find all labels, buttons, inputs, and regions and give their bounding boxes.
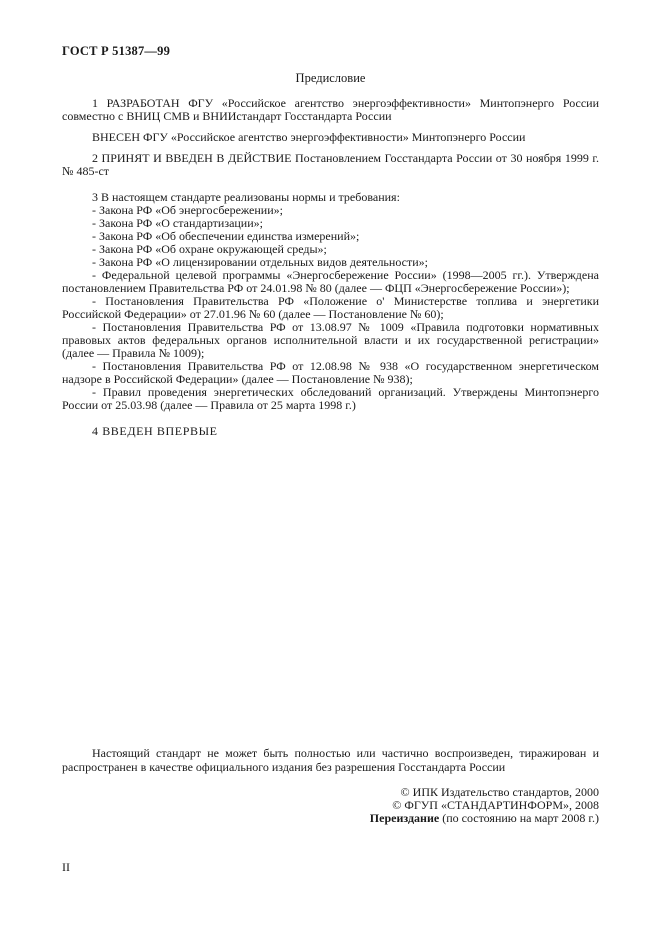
copyright-block xyxy=(370,786,599,825)
preface-item-1-entered: ВНЕСЕН ФГУ «Российское агентство энергоэффективности» Минтопэнерго России xyxy=(92,130,526,144)
list-item: - Закона РФ «Об энергосбережении»; xyxy=(92,203,283,217)
list-item: - Закона РФ «Об обеспечении единства измерений»; xyxy=(92,229,360,243)
page-number: II xyxy=(62,860,70,874)
list-item: - Закона РФ «О лицензировании отдельных видов деятельности»; xyxy=(92,255,428,269)
preface-item-3-intro: 3 В настоящем стандарте реализованы нормы и требования: xyxy=(92,190,400,204)
list-item: - Постановления Правительства РФ от 13.08.97 № 1009 «Правила подготовки нормативных правовых актов федеральных органов исполнительной власти и их государственной регистрации» (далее — Правила № 1009); xyxy=(62,320,599,360)
preface-item-3-list xyxy=(62,204,599,412)
preface-title: Предисловие xyxy=(295,71,366,85)
list-item: - Правил проведения энергетических обследований организаций. Утверждены Минтопэнерго России от 25.03.98 (далее — Правила от 25 марта 1998 г.) xyxy=(62,385,599,412)
preface-item-2: 2 ПРИНЯТ И ВВЕДЕН В ДЕЙСТВИЕ Постановлением Госстандарта России от 30 ноября 1999 г. № 485-ст xyxy=(62,151,599,178)
reissue-note: (по состоянию на март 2008 г.) xyxy=(442,811,599,825)
copyright-line-2: © ФГУП «СТАНДАРТИНФОРМ», 2008 xyxy=(392,798,599,812)
notice-text: Настоящий стандарт не может быть полностью или частично воспроизведен, тиражирован и распространен в качестве официального издания без разрешения Госстандарта России xyxy=(62,746,599,774)
reissue-line xyxy=(370,812,599,825)
preface-item-1: 1 РАЗРАБОТАН ФГУ «Российское агентство энергоэффективности» Минтопэнерго России совместно с ВНИЦ СМВ и ВНИИстандарт Госстандарта России xyxy=(62,96,599,123)
list-item: - Закона РФ «О стандартизации»; xyxy=(92,216,263,230)
reissue-label: Переиздание xyxy=(369,811,440,825)
copyright-notice xyxy=(62,746,599,774)
list-item: - Федеральной целевой программы «Энергосбережение России» (1998—2005 гг.). Утверждена постановлением Правительства РФ от 24.01.98 № 80 (далее — ФЦП «Энергосбережение России»); xyxy=(62,268,599,295)
list-item: - Постановления Правительства РФ от 12.08.98 № 938 «О государственном энергетическом надзоре в Российской Федерации» (далее — Постановление № 938); xyxy=(62,359,599,386)
document-code: ГОСТ Р 51387—99 xyxy=(62,44,171,58)
preface-body xyxy=(62,97,599,438)
list-item: - Закона РФ «Об охране окружающей среды»; xyxy=(92,242,327,256)
copyright-line-1: © ИПК Издательство стандартов, 2000 xyxy=(400,785,599,799)
list-item: - Постановления Правительства РФ «Положение о' Министерстве топлива и энергетики Российской Федерации» от 27.01.96 № 60 (далее — Постановление № 60); xyxy=(62,294,599,321)
preface-item-4: 4 ВВЕДЕН ВПЕРВЫЕ xyxy=(92,424,218,438)
